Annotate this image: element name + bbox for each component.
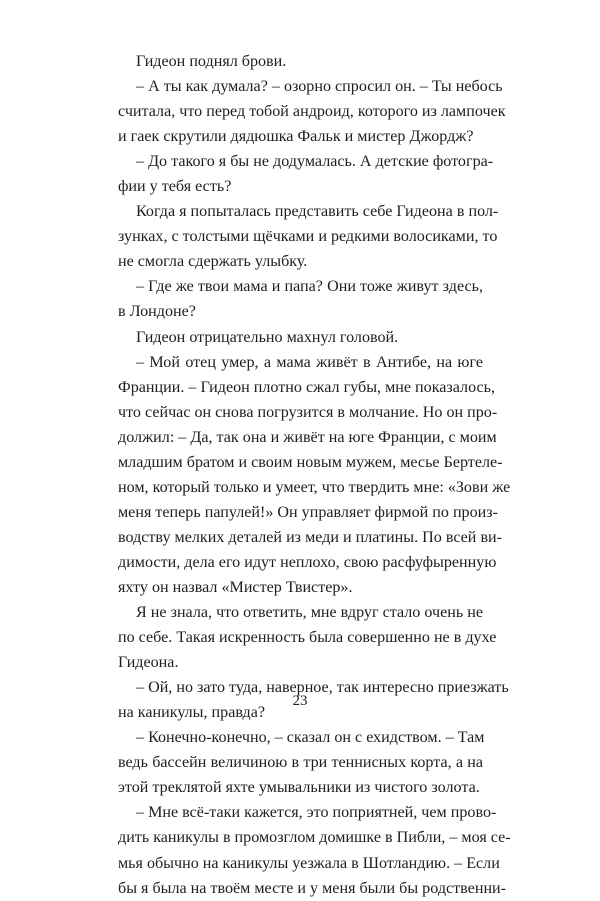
text-line: яхту он назвал «Мистер Твистер».: [118, 578, 353, 596]
paragraph-first-line: – Ой, но зато туда, наверное, так интересно приезжать: [136, 679, 509, 697]
paragraph-first-line: Когда я попыталась представить себе Гидеона в пол-: [136, 203, 499, 221]
paragraph-first-line: – До такого я бы не додумалась. А детские фотогра-: [136, 153, 494, 171]
text-line: должил: – Да, так она и живёт на юге Франции, с моим: [118, 428, 497, 446]
text-line: в Лондоне?: [118, 303, 196, 321]
paragraph-first-line: – А ты как думала? – озорно спросил он. – Ты небось: [136, 78, 503, 96]
paragraph-first-line: – Где же твои мама и папа? Они тоже живут здесь,: [136, 278, 483, 296]
body-text: [118, 49, 511, 901]
paragraph-first-line: Гидеон поднял брови.: [136, 53, 287, 70]
paragraph-first-line: – Мне всё-таки кажется, это поприятней, чем прово-: [136, 804, 497, 822]
text-line: зунках, с толстыми щёчками и редкими волосиками, то: [118, 228, 498, 246]
text-line: меня теперь папулей!» Он управляет фирмой по произ-: [118, 503, 498, 521]
text-line: мья обычно на каникулы уезжала в Шотландию. – Если: [118, 854, 500, 872]
text-line: дить каникулы в промозглом домишке в Пибли, – моя се-: [118, 829, 511, 847]
text-line: младшим братом и своим новым мужем, месье Бертеле-: [118, 453, 503, 471]
text-line: ном, который только и умеет, что твердить мне: «Зови же: [118, 478, 511, 496]
page-number: 23: [292, 693, 308, 709]
text-line: считала, что перед тобой андроид, которого из лампочек: [118, 103, 506, 121]
text-line: водству мелких деталей из меди и платины. По всей ви-: [118, 528, 503, 546]
text-line: ведь бассейн величиною в три теннисных корта, а на: [118, 754, 483, 772]
text-line: по себе. Такая искренность была совершенно не в духе: [118, 629, 497, 647]
text-line: на каникулы, правда?: [118, 704, 266, 722]
text-line: Гидеона.: [118, 654, 179, 672]
paragraph-first-line: – Конечно-конечно, – сказал он с ехидством. – Там: [136, 729, 485, 747]
text-line: что сейчас он снова погрузится в молчание. Но он про-: [118, 403, 498, 421]
paragraph-first-line: – Мой отец умер, а мама живёт в Антибе, на юге: [136, 353, 483, 371]
text-line: димости, дела его идут неплохо, свою расфуфыренную: [118, 553, 497, 571]
text-line: бы я была на твоём месте и у меня были бы родственни-: [118, 879, 507, 897]
text-line: фии у тебя есть?: [118, 178, 232, 196]
text-line: этой треклятой яхте умывальники из чистого золота.: [118, 779, 480, 797]
paragraph-first-line: Гидеон отрицательно махнул головой.: [136, 328, 399, 346]
text-line: и гаек скрутили дядюшка Фальк и мистер Джордж?: [118, 128, 474, 146]
paragraph-first-line: Я не знала, что ответить, мне вдруг стало очень не: [136, 604, 483, 622]
text-line: Франции. – Гидеон плотно сжал губы, мне показалось,: [118, 378, 496, 396]
text-line: не смогла сдержать улыбку.: [118, 253, 308, 271]
